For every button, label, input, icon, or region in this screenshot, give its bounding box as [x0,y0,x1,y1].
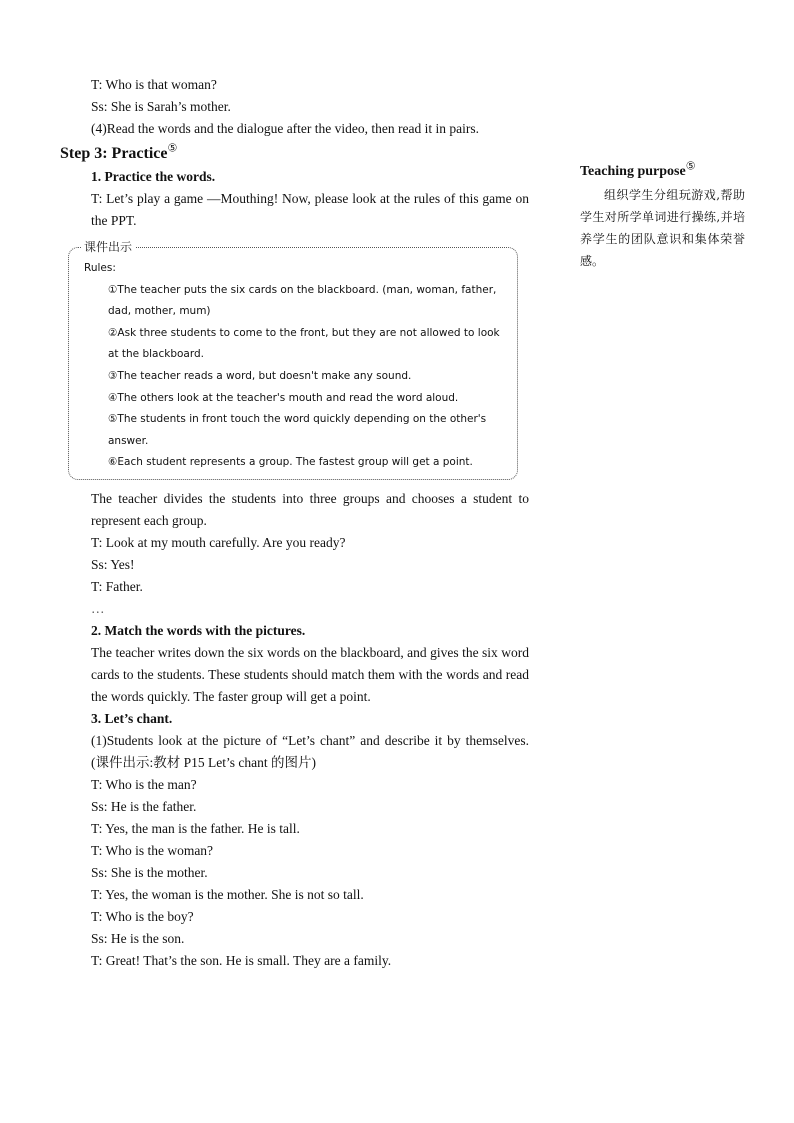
dialogue-line: Ss: She is the mother. [91,864,208,880]
dialogue-line: T: Who is that woman? [91,77,217,92]
dialogue-line: T: Great! That’s the son. He is small. They are a family. [91,952,392,968]
dialogue-line: T: Who is the boy? [91,908,194,924]
dialogue-line: T: Who is the man? [91,776,197,792]
section-heading-practice-words: 1. Practice the words. [91,169,216,184]
footnote-marker: ⑤ [685,160,696,173]
dialogue-line: T: Father. [91,578,143,594]
rule-item: ⑥Each student represents a group. The fastest group will get a point. [108,456,473,469]
grouping-paragraph: The teacher divides the students into three groups and chooses a student to represent each group. [91,490,529,528]
dialogue-line: Ss: He is the father. [91,798,197,814]
rule-item: ④The others look at the teacher's mouth and read the word aloud. [108,391,459,404]
sidebar-title-text: Teaching purpose [580,164,686,179]
game-intro: T: Let’s play a game —Mouthing! Now, please look at the rules of this game on the PPT. [91,191,529,228]
step3-heading [60,142,529,166]
instruction-paragraph: (4)Read the words and the dialogue after the video, then read it in pairs. [91,121,479,136]
footnote-marker: ⑤ [167,142,178,155]
lesson-body [60,74,529,972]
rule-item: ⑤The students in front touch the word quickly depending on the other's answer. [108,413,487,447]
dialogue-line: Ss: She is Sarah’s mother. [91,99,231,114]
courseware-box [68,240,518,480]
courseware-label: 课件出示 [81,239,135,255]
dialogue-line: T: Yes, the man is the father. He is tall. [91,820,300,836]
step3-title: Step 3: Practice [60,145,168,162]
dialogue-line: Ss: Yes! [91,556,135,572]
chant-paragraph: (1)Students look at the picture of “Let’s chant” and describe it by themselves. (课件出示:教材 P15 Let’s chant 的图片) [91,732,529,770]
rule-item: ③The teacher reads a word, but doesn't make any sound. [108,369,412,382]
sidebar-title [580,160,745,184]
sidebar-text: 组织学生分组玩游戏,帮助学生对所学单词进行操练,并培养学生的团队意识和集体荣誉感。 [580,188,745,268]
dialogue-line: T: Yes, the woman is the mother. She is not so tall. [91,886,364,902]
dialogue-line: T: Who is the woman? [91,842,214,858]
rule-item: ②Ask three students to come to the front, but they are not allowed to look at the blackboard. [108,326,500,361]
dialogue-line: T: Look at my mouth carefully. Are you ready? [91,534,346,550]
rule-item: ①The teacher puts the six cards on the blackboard. (man, woman, father, dad, mother, mum) [108,283,497,318]
match-paragraph: The teacher writes down the six words on the blackboard, and gives the six word cards to the students. These students should match them with the words and read the words quickly. The faster group will get a point. [91,644,529,704]
section-heading-match: 2. Match the words with the pictures. [91,622,306,638]
dialogue-line: Ss: He is the son. [91,930,185,946]
section-heading-chant: 3. Let’s chant. [91,710,173,726]
ellipsis: … [91,600,105,616]
rules-title: Rules: [84,262,116,274]
teaching-purpose-sidebar [580,160,745,272]
